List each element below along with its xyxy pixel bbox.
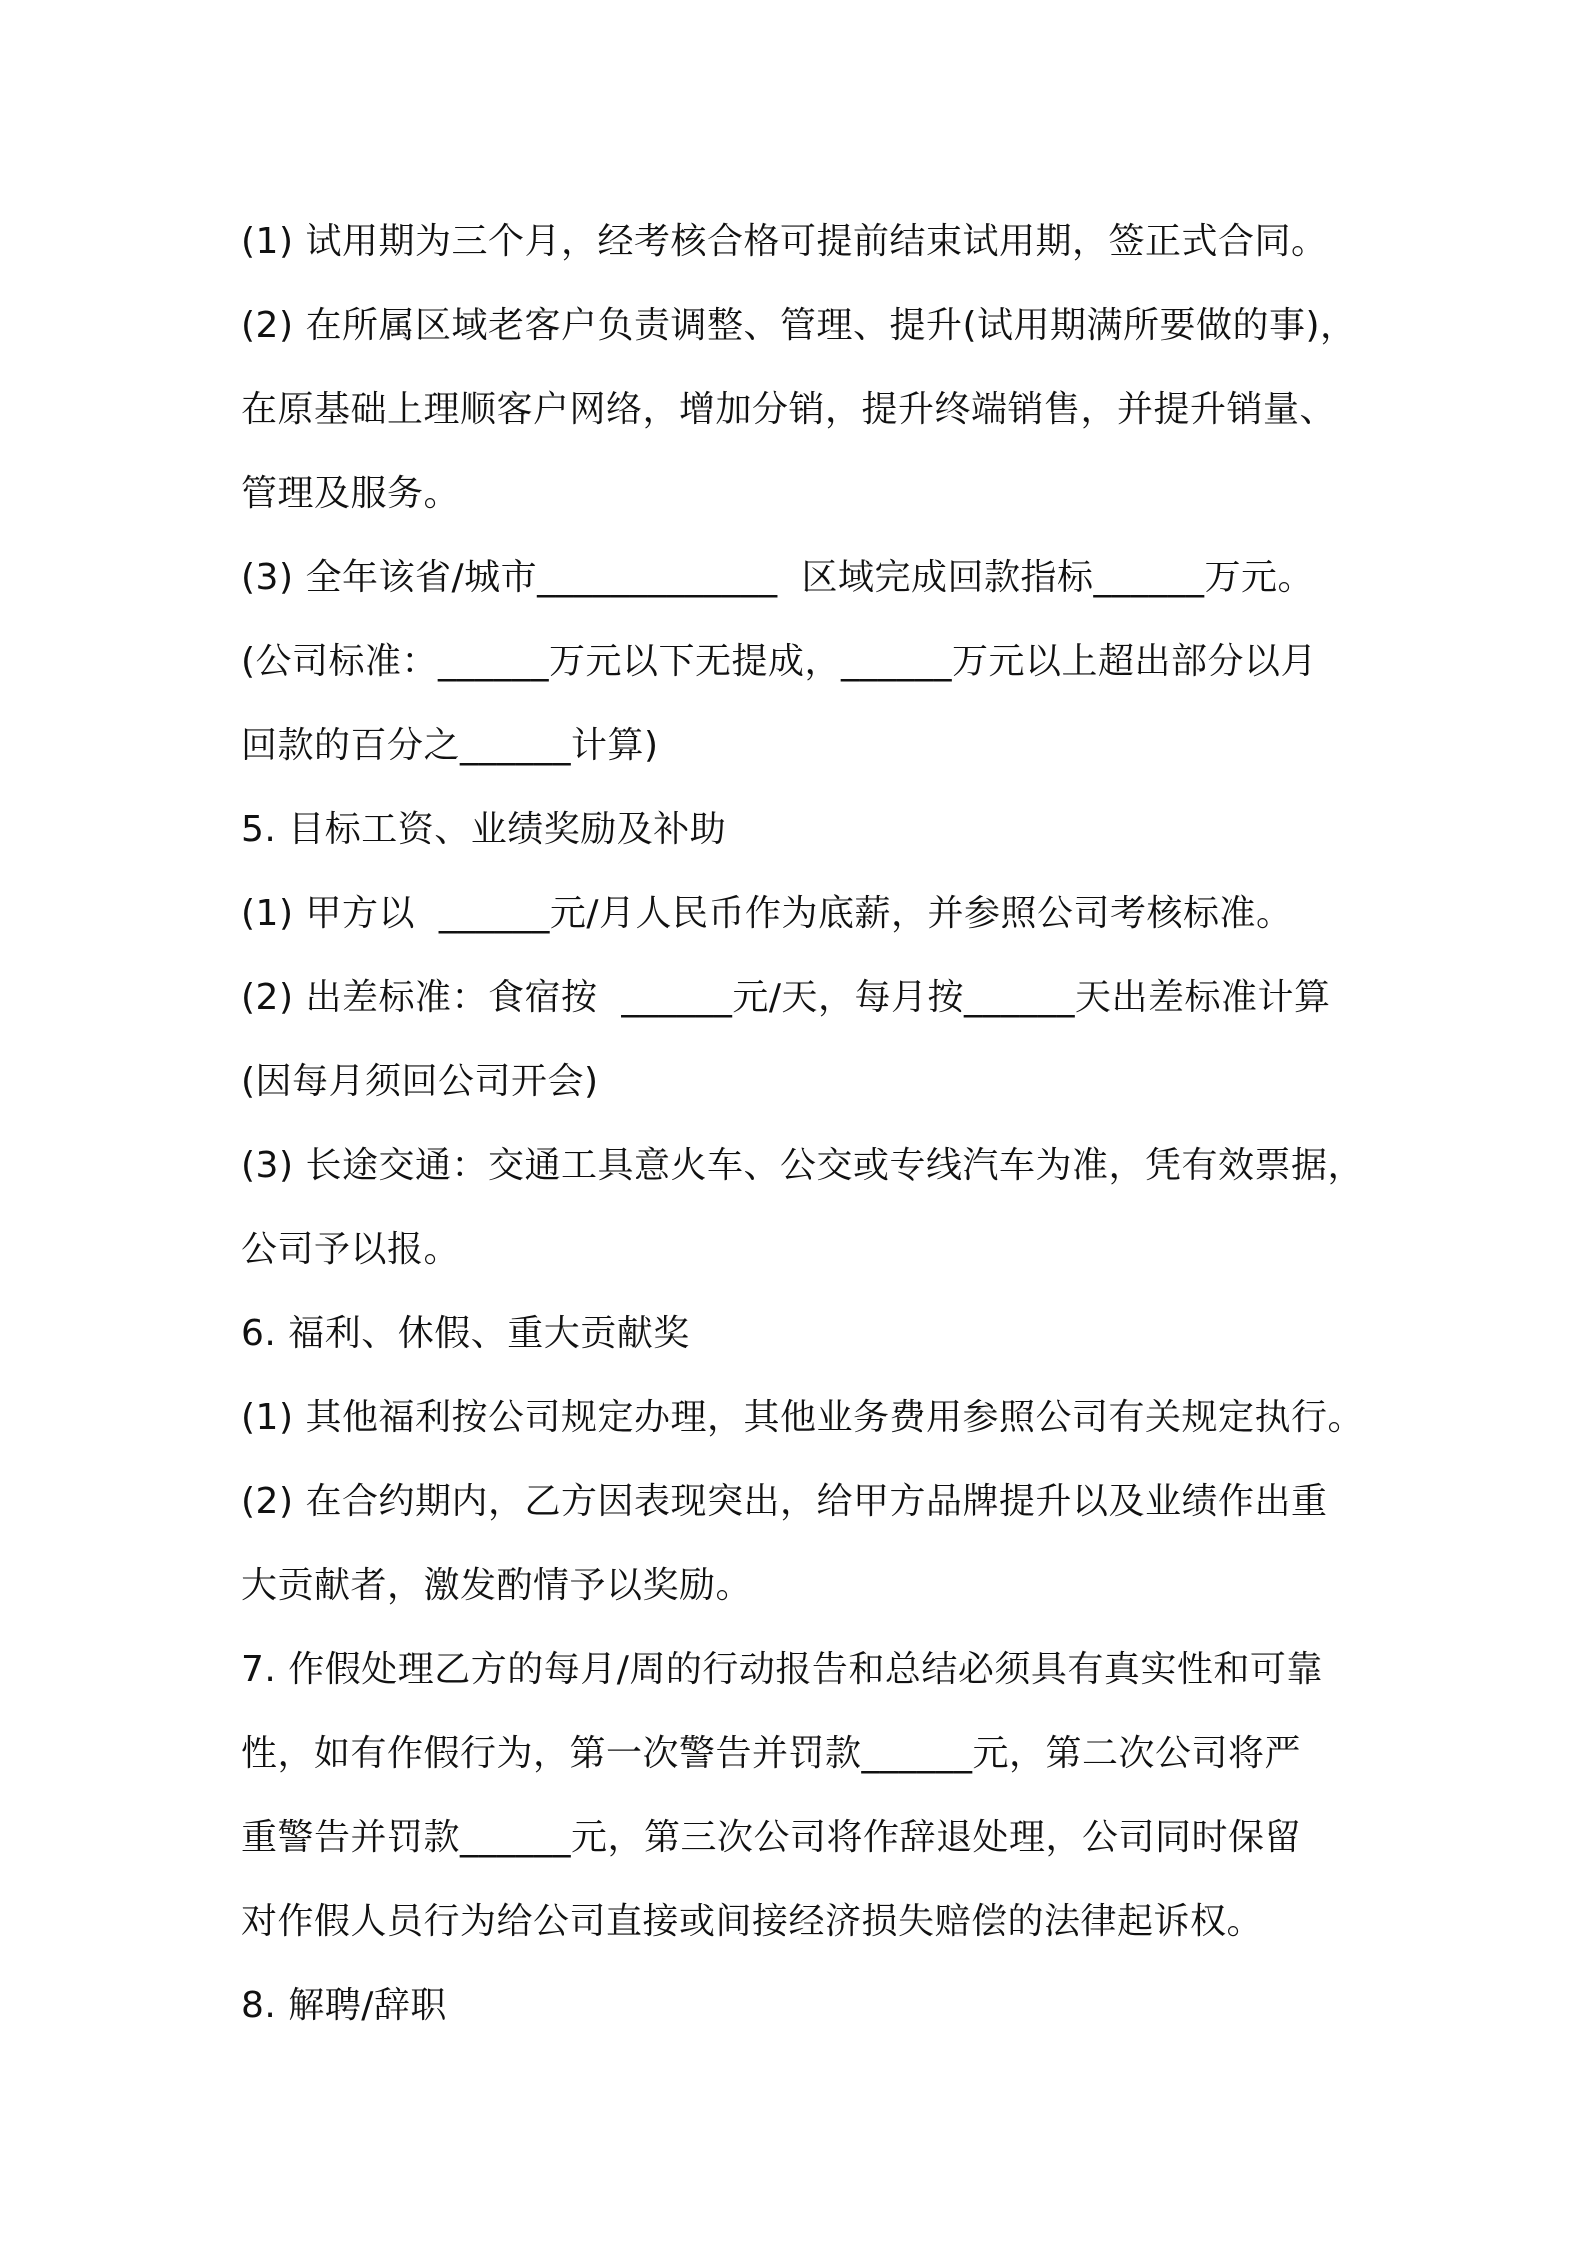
section-heading: 8. 解聘/辞职: [241, 1985, 447, 2026]
section-heading: 6. 福利、休假、重大贡献奖: [241, 1313, 690, 1354]
text-line: 管理及服务。: [241, 473, 461, 514]
text-line: (公司标准：______万元以下无提成，______万元以上超出部分以月: [241, 641, 1318, 682]
text-line: 回款的百分之______计算): [241, 725, 659, 766]
text-line: 公司予以报。: [241, 1229, 461, 1270]
text-line: (1) 甲方以 ______元/月人民币作为底薪，并参照公司考核标准。: [241, 893, 1293, 934]
text-line: (因每月须回公司开会): [241, 1061, 599, 1102]
text-line: (3) 长途交通：交通工具意火车、公交或专线汽车为准，凭有效票据，: [241, 1145, 1364, 1186]
text-line: (2) 在所属区域老客户负责调整、管理、提升(试用期满所要做的事)，: [241, 305, 1357, 346]
text-line: (1) 试用期为三个月，经考核合格可提前结束试用期，签正式合同。: [241, 221, 1328, 262]
text-line: 大贡献者，激发酌情予以奖励。: [241, 1565, 753, 1606]
text-line: (2) 在合约期内，乙方因表现突出，给甲方品牌提升以及业绩作出重: [241, 1481, 1328, 1522]
text-line: 性，如有作假行为，第一次警告并罚款______元，第二次公司将严: [241, 1733, 1302, 1774]
text-line: (2) 出差标准：食宿按 ______元/天，每月按______天出差标准计算: [241, 977, 1331, 1018]
text-line: 对作假人员行为给公司直接或间接经济损失赔偿的法律起诉权。: [241, 1901, 1264, 1942]
text-line: (1) 其他福利按公司规定办理，其他业务费用参照公司有关规定执行。: [241, 1397, 1364, 1438]
text-line: (3) 全年该省/城市_____________ 区域完成回款指标______万元。: [241, 557, 1314, 598]
document-body: [241, 200, 1391, 2048]
text-line: 7. 作假处理乙方的每月/周的行动报告和总结必须具有真实性和可靠: [241, 1649, 1323, 1690]
text-line: 重警告并罚款______元，第三次公司将作辞退处理，公司同时保留: [241, 1817, 1302, 1858]
section-heading: 5. 目标工资、业绩奖励及补助: [241, 809, 727, 850]
text-line: 在原基础上理顺客户网络，增加分销，提升终端销售，并提升销量、: [241, 389, 1337, 430]
